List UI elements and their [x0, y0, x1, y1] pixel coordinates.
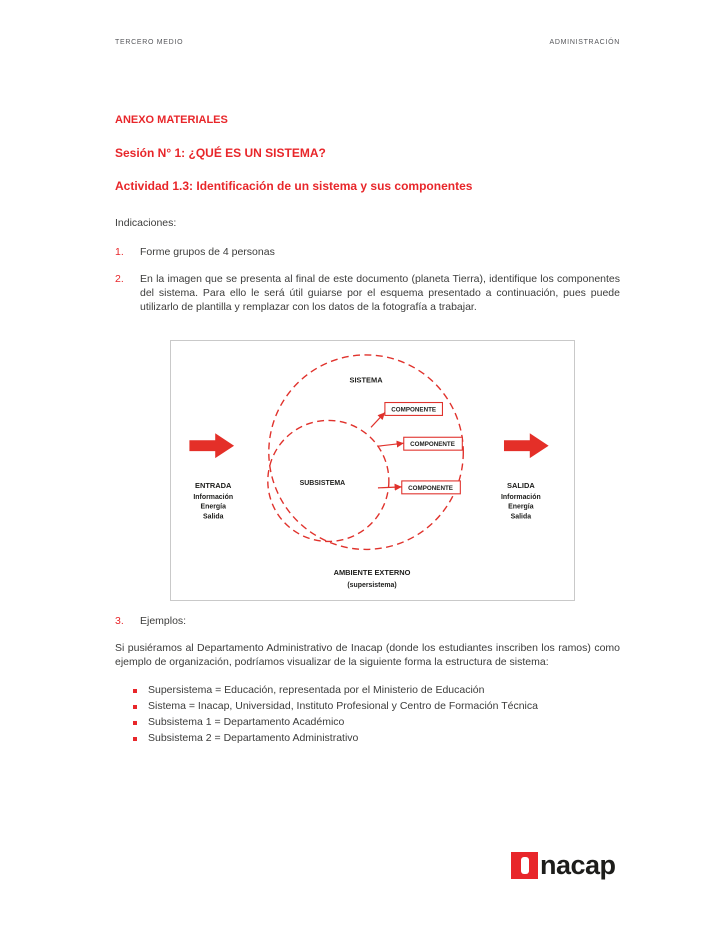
item-text: Ejemplos: [140, 615, 187, 627]
header-right-text: ADMINISTRACIÓN [549, 39, 620, 46]
item-number: 3. [115, 615, 124, 627]
numbered-item-3 [115, 614, 620, 628]
inacap-logo-mark [511, 852, 538, 879]
bullet-marker-icon [133, 737, 137, 741]
system-diagram [170, 340, 575, 601]
connector-line-1 [371, 412, 385, 427]
inacap-logo-text: nacap [540, 850, 616, 880]
item-number: 1. [115, 246, 124, 258]
salida-line-3: Salida [510, 513, 532, 521]
numbered-item-2 [115, 272, 620, 314]
diagram-svg [171, 341, 574, 600]
connector-line-3 [378, 487, 402, 488]
bullet-marker-icon [133, 689, 137, 693]
entrada-label-block [193, 481, 233, 521]
subsistema-label: SUBSISTEMA [299, 479, 346, 487]
bullet-item [115, 716, 620, 732]
header-left-text: TERCERO MEDIO [115, 39, 184, 46]
componente-label: COMPONENTE [391, 406, 437, 414]
indicaciones-label: Indicaciones: [115, 217, 177, 229]
entrada-arrow-icon [189, 433, 234, 458]
sistema-label: SISTEMA [349, 375, 383, 385]
inacap-logo-bar-icon [521, 857, 529, 874]
bullet-item [115, 684, 620, 700]
entrada-label: ENTRADA [195, 480, 232, 490]
item-number: 2. [115, 273, 124, 285]
componente-box-3 [402, 481, 461, 494]
componente-label: COMPONENTE [408, 484, 453, 492]
sesion-title: Sesión N° 1: ¿QUÉ ES UN SISTEMA? [115, 146, 326, 160]
bullet-item [115, 700, 620, 716]
ambiente-externo-label: AMBIENTE EXTERNO [333, 568, 411, 578]
bullet-text: Sistema = Inacap, Universidad, Instituto Profesional y Centro de Formación Técnica [148, 700, 538, 712]
actividad-title: Actividad 1.3: Identificación de un sistema y sus componentes [115, 179, 473, 193]
item-text: Forme grupos de 4 personas [140, 246, 275, 258]
entrada-line-3: Salida [203, 513, 224, 521]
salida-label-block [501, 481, 541, 521]
bullet-text: Subsistema 2 = Departamento Administrativo [148, 732, 359, 744]
bullet-item [115, 732, 620, 748]
entrada-line-1: Información [193, 493, 234, 501]
supersistema-label: (supersistema) [347, 582, 397, 590]
bullet-text: Subsistema 1 = Departamento Académico [148, 716, 345, 728]
bullet-text: Supersistema = Educación, representada por el Ministerio de Educación [148, 684, 485, 696]
anexo-title: ANEXO MATERIALES [115, 114, 228, 126]
entrada-line-2: Energía [200, 503, 226, 511]
ejemplos-paragraph: Si pusiéramos al Departamento Administrativo de Inacap (donde los estudiantes inscriben los ramos) como ejemplo de organización, podríamos visualizar de la siguiente forma la estructura de sistema: [115, 642, 620, 668]
componente-label: COMPONENTE [410, 441, 455, 449]
bullet-marker-icon [133, 705, 137, 709]
inacap-logo [511, 852, 616, 879]
componente-box-2 [404, 437, 463, 450]
connector-line-2 [378, 443, 404, 446]
numbered-item-1 [115, 245, 620, 259]
salida-label: SALIDA [507, 480, 535, 490]
salida-line-1: Información [501, 493, 541, 501]
bullet-marker-icon [133, 721, 137, 725]
item-text: En la imagen que se presenta al final de este documento (planeta Tierra), identifique los componentes del sistema. Para ello le será útil guiarse por el esquema presentado a continuación, pues puede utilizarlo de plantilla y remplazar con los datos de la fotografía a trabajar. [140, 273, 620, 313]
salida-line-2: Energía [508, 503, 534, 511]
bullet-list [115, 684, 620, 748]
document-content [115, 0, 620, 932]
salida-arrow-icon [504, 433, 549, 458]
componente-box-1 [385, 403, 443, 416]
